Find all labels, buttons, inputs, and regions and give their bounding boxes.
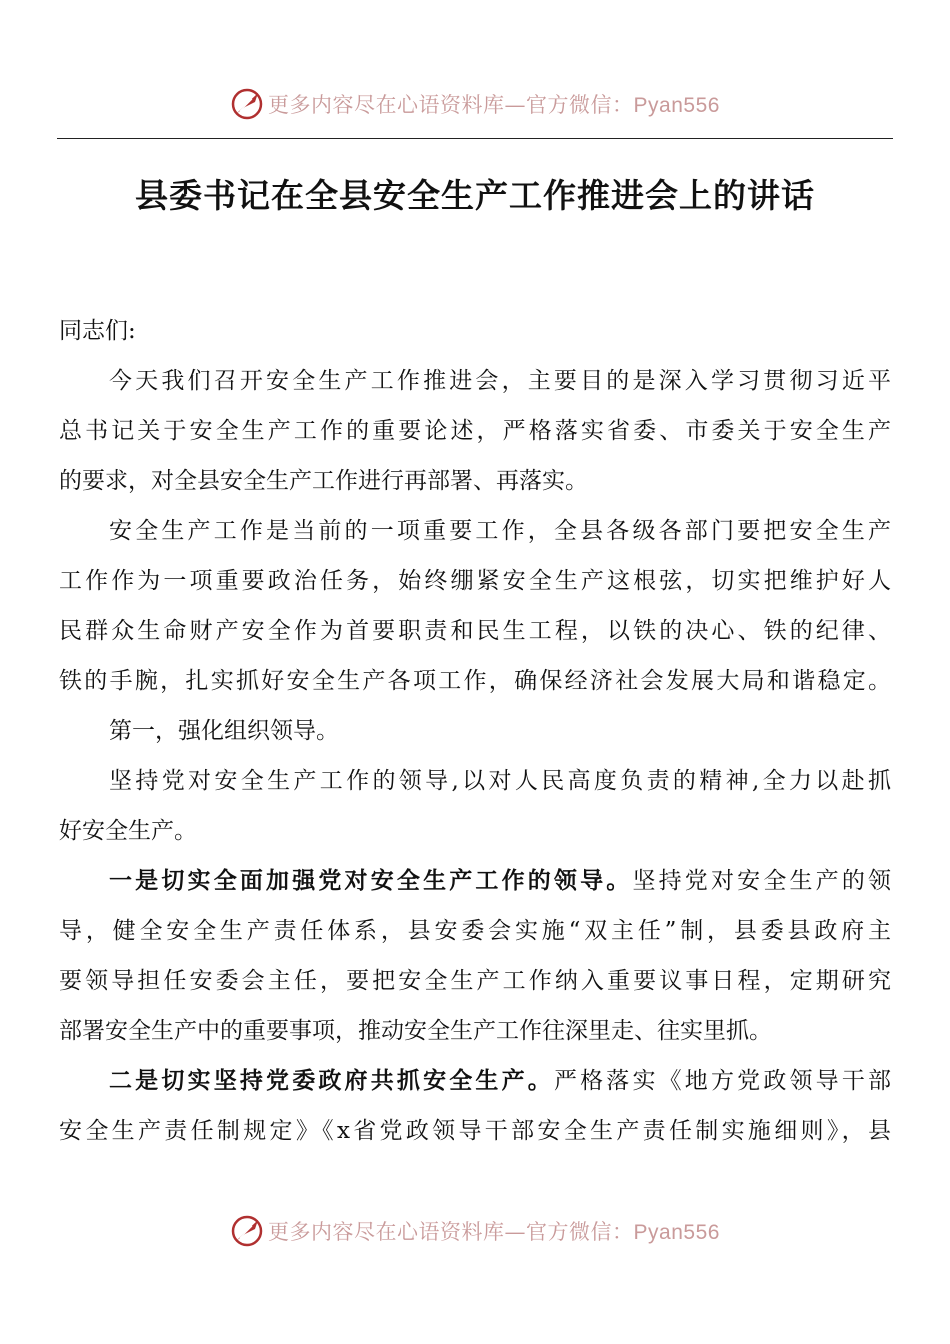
watermark-text: 更多内容尽在心语资料库—官方微信：Pyan556 — [268, 1220, 720, 1244]
paragraph-line: 二是切实坚持党委政府共抓安全生产。严格落实《地方党政领导干部 — [109, 1068, 892, 1094]
section-heading: 第一，强化组织领导。 — [109, 718, 339, 744]
paragraph-line: 一是切实全面加强党对安全生产工作的领导。坚持党对安全生产的领 — [109, 868, 892, 894]
wechat-id: Pyan556 — [633, 1221, 720, 1244]
document-title: 县委书记在全县安全生产工作推进会上的讲话 — [135, 176, 815, 215]
quill-logo-icon — [230, 1214, 264, 1248]
paragraph-line: 部署安全生产中的重要事项，推动安全生产工作往深里走、往实里抓。 — [59, 1018, 772, 1044]
paragraph-line: 安全生产工作是当前的一项重要工作，全县各级各部门要把安全生产 — [109, 518, 891, 544]
paragraph-line: 导，健全安全生产责任体系，县安委会实施“双主任”制，县委县政府主 — [59, 918, 891, 944]
point-heading: 二是切实坚持党委政府共抓安全生产。 — [109, 1068, 554, 1094]
paragraph-line: 安全生产责任制规定》《x省党政领导干部安全生产责任制实施细则》，县 — [59, 1118, 891, 1144]
watermark-banner-bottom — [0, 1211, 950, 1251]
wechat-id: Pyan556 — [633, 94, 720, 117]
document-body — [59, 306, 891, 1156]
watermark-banner-top — [0, 84, 950, 124]
paragraph-line: 的要求，对全县安全生产工作进行再部署、再落实。 — [59, 468, 588, 494]
paragraph-line: 要领导担任安委会主任，要把安全生产工作纳入重要议事日程，定期研究 — [59, 968, 891, 994]
paragraph-line: 铁的手腕，扎实抓好安全生产各项工作，确保经济社会发展大局和谐稳定。 — [59, 668, 891, 694]
paragraph-line: 今天我们召开安全生产工作推进会，主要目的是深入学习贯彻习近平 — [109, 368, 891, 394]
paragraph-line: 好安全生产。 — [59, 818, 197, 844]
paragraph-line: 工作作为一项重要政治任务，始终绷紧安全生产这根弦，切实把维护好人 — [59, 568, 891, 594]
header-divider — [57, 138, 893, 139]
quill-logo-icon — [230, 87, 264, 121]
paragraph-line: 坚持党对安全生产工作的领导,以对人民高度负责的精神,全力以赴抓 — [109, 768, 891, 794]
point-heading: 一是切实全面加强党对安全生产工作的领导。 — [109, 868, 633, 894]
paragraph-line: 总书记关于安全生产工作的重要论述，严格落实省委、市委关于安全生产 — [59, 418, 891, 444]
watermark-text: 更多内容尽在心语资料库—官方微信：Pyan556 — [268, 93, 720, 117]
salutation: 同志们: — [59, 318, 136, 344]
paragraph-line: 民群众生命财产安全作为首要职责和民生工程，以铁的决心、铁的纪律、 — [59, 618, 891, 644]
